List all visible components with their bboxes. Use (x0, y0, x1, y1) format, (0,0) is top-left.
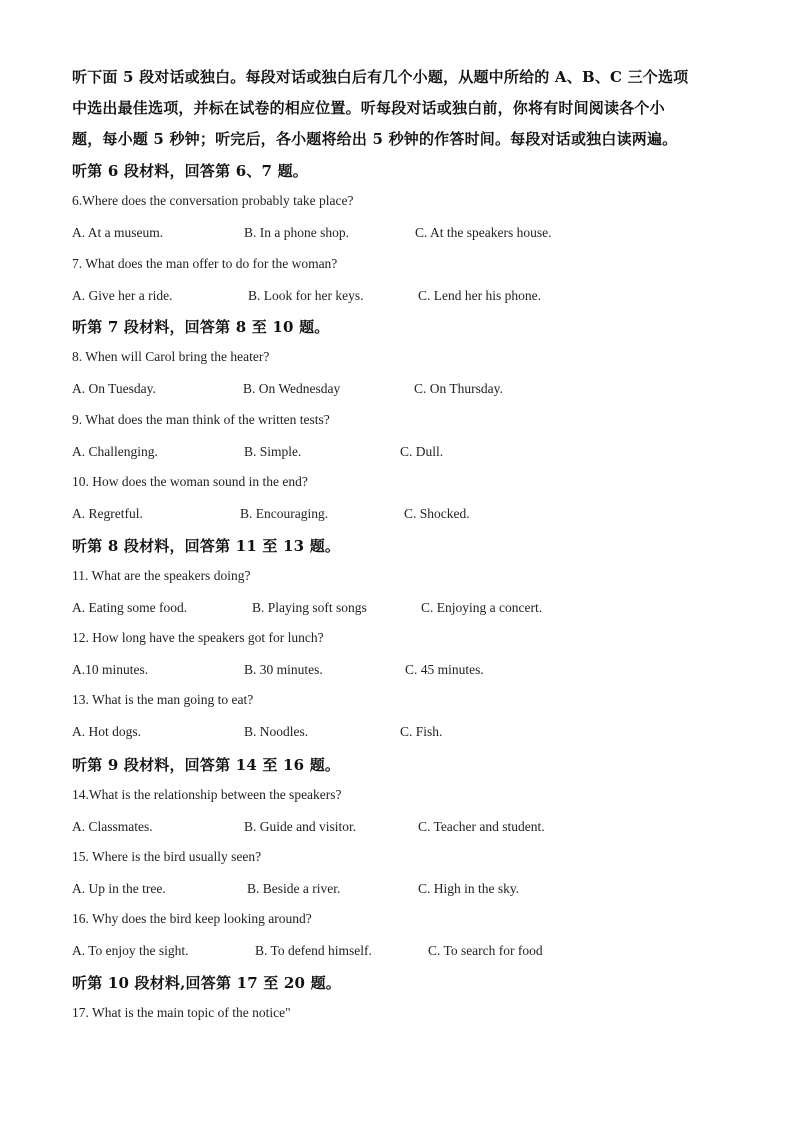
option-13b: B. Noodles. (244, 724, 309, 739)
option-6c: C. At the speakers house. (415, 225, 552, 240)
question-7: 7. What does the man offer to do for the woman? (72, 256, 338, 271)
question-11: 11. What are the speakers doing? (72, 568, 251, 583)
question-17: 17. What is the main topic of the notice" (72, 1005, 291, 1020)
instruction-line-1: 听下面 5 段对话或独白。每段对话或独白后有几个小题，从题中所给的 A、B、C 三个选项 (72, 68, 689, 86)
option-7c: C. Lend her his phone. (418, 288, 541, 303)
option-10a: A. Regretful. (72, 506, 143, 521)
option-6b: B. In a phone shop. (244, 225, 349, 240)
option-16b: B. To defend himself. (255, 943, 372, 958)
option-7b: B. Look for her keys. (248, 288, 364, 303)
section-header: 听第 10 段材料,回答第 17 至 20 题。 (72, 974, 341, 992)
question-10: 10. How does the woman sound in the end? (72, 474, 308, 489)
question-9: 9. What does the man think of the written tests? (72, 412, 330, 427)
option-15a: A. Up in the tree. (72, 881, 166, 896)
option-14b: B. Guide and visitor. (244, 819, 357, 834)
option-15b: B. Beside a river. (247, 881, 341, 896)
instruction-line-3: 题，每小题 5 秒钟；听完后，各小题将给出 5 秒钟的作答时间。每段对话或独白读两遍。 (72, 130, 678, 148)
option-10b: B. Encouraging. (240, 506, 329, 521)
option-9c: C. Dull. (400, 444, 444, 459)
option-12b: B. 30 minutes. (244, 662, 323, 677)
option-9a: A. Challenging. (72, 444, 158, 459)
option-8c: C. On Thursday. (414, 381, 503, 396)
question-6: 6.Where does the conversation probably take place? (72, 193, 354, 208)
option-11b: B. Playing soft songs (252, 600, 367, 615)
option-14c: C. Teacher and student. (418, 819, 545, 834)
question-8: 8. When will Carol bring the heater? (72, 349, 270, 364)
section-header: 听第 9 段材料，回答第 14 至 16 题。 (72, 756, 341, 774)
option-8a: A. On Tuesday. (72, 381, 156, 396)
option-16c: C. To search for food (428, 943, 543, 958)
question-15: 15. Where is the bird usually seen? (72, 849, 262, 864)
option-15c: C. High in the sky. (418, 881, 520, 896)
section-header: 听第 6 段材料，回答第 6、7 题。 (72, 162, 309, 180)
option-7a: A. Give her a ride. (72, 288, 173, 303)
question-14: 14.What is the relationship between the speakers? (72, 787, 342, 802)
question-13: 13. What is the man going to eat? (72, 692, 254, 707)
option-13c: C. Fish. (400, 724, 443, 739)
option-6a: A. At a museum. (72, 225, 164, 240)
option-13a: A. Hot dogs. (72, 724, 142, 739)
section-header: 听第 8 段材料，回答第 11 至 13 题。 (72, 537, 341, 555)
question-12: 12. How long have the speakers got for lunch? (72, 630, 324, 645)
option-8b: B. On Wednesday (243, 381, 341, 396)
option-16a: A. To enjoy the sight. (72, 943, 189, 958)
option-12c: C. 45 minutes. (405, 662, 484, 677)
section-header: 听第 7 段材料，回答第 8 至 10 题。 (72, 318, 330, 336)
instruction-line-2: 中选出最佳选项，并标在试卷的相应位置。听每段对话或独白前，你将有时间阅读各个小 (72, 99, 665, 117)
option-9b: B. Simple. (244, 444, 302, 459)
option-11c: C. Enjoying a concert. (421, 600, 543, 615)
option-11a: A. Eating some food. (72, 600, 188, 615)
option-14a: A. Classmates. (72, 819, 153, 834)
option-12a: A.10 minutes. (72, 662, 149, 677)
question-16: 16. Why does the bird keep looking around? (72, 911, 312, 926)
option-10c: C. Shocked. (404, 506, 470, 521)
